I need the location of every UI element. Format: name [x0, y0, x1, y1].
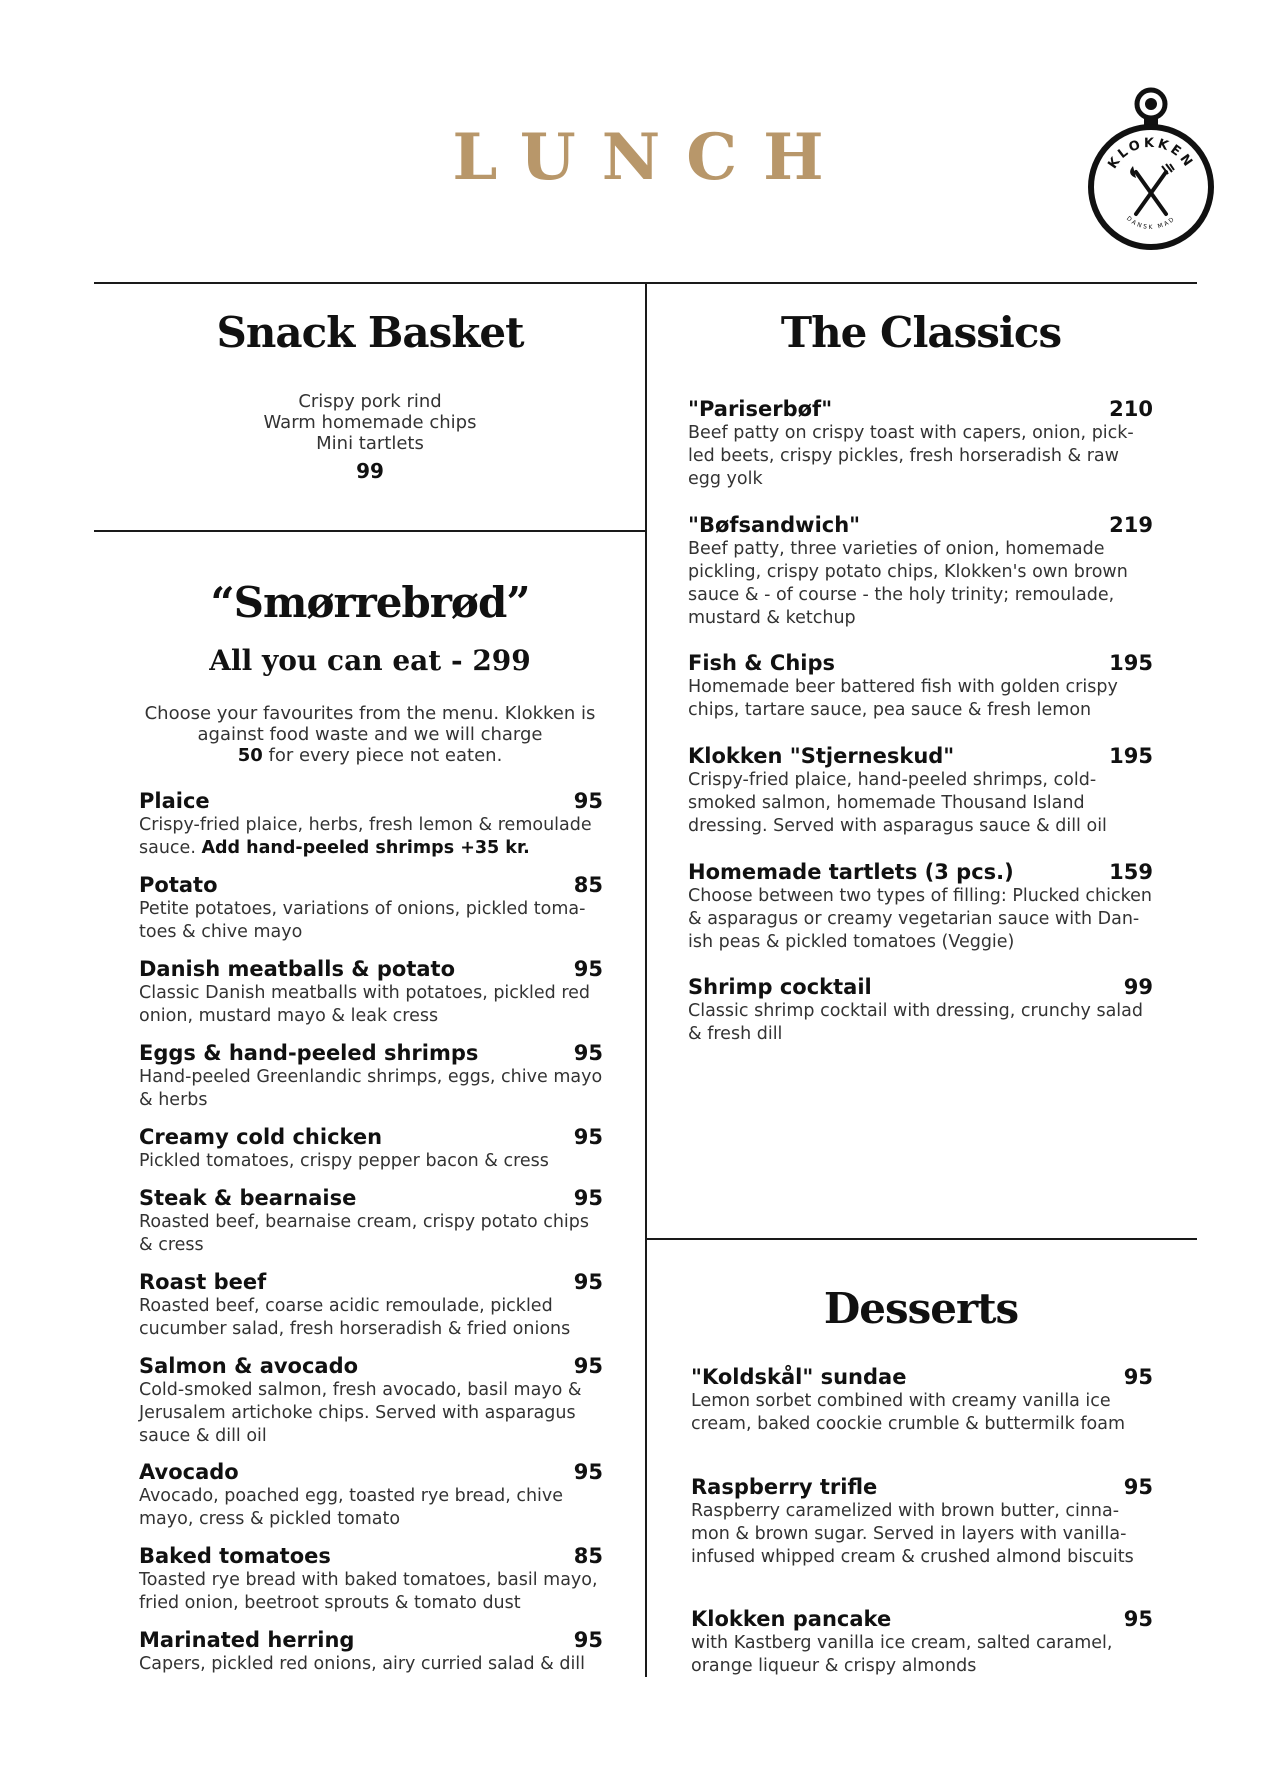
- menu-item: [688, 397, 1153, 491]
- snack-item: Crispy pork rind: [298, 391, 442, 412]
- item-desc-text: Beef patty on crispy toast with capers, onion, pick-led beets, crispy pickles, fresh horseradish & raw egg yolk: [688, 423, 1134, 489]
- item-description: [139, 1295, 603, 1341]
- left-section-divider: [94, 530, 646, 532]
- item-desc-text: with Kastberg vanilla ice cream, salted caramel, orange liqueur & crispy almonds: [691, 1633, 1113, 1676]
- item-description: [691, 1500, 1153, 1569]
- item-description: [139, 1066, 603, 1112]
- item-desc-text: Beef patty, three varieties of onion, homemade pickling, crispy potato chips, Klokken's own brown sauce & - of course - the holy trinity; remoulade, mustard & ketchup: [688, 539, 1128, 628]
- item-desc-text: Classic shrimp cocktail with dressing, crunchy salad & fresh dill: [688, 1001, 1143, 1044]
- item-price: 95: [1123, 1365, 1153, 1389]
- item-price: 85: [573, 1544, 603, 1568]
- item-description: [139, 1211, 603, 1257]
- menu-item: [688, 651, 1153, 722]
- item-description: [139, 1150, 603, 1173]
- center-divider: [645, 282, 647, 1677]
- item-name: Salmon & avocado: [139, 1354, 359, 1378]
- item-description: [139, 1379, 603, 1448]
- right-section-divider: [645, 1238, 1197, 1240]
- item-price: 210: [1109, 397, 1153, 421]
- item-description: [688, 676, 1153, 722]
- item-description: [688, 1000, 1153, 1046]
- item-desc-text: Crispy-fried plaice, herbs, fresh lemon & remoulade sauce.: [139, 815, 592, 858]
- menu-item: [139, 1041, 603, 1112]
- item-name: Eggs & hand-peeled shrimps: [139, 1041, 479, 1065]
- menu-item: [691, 1365, 1153, 1436]
- desserts-title: Desserts: [823, 1284, 1019, 1333]
- menu-item: [139, 1628, 603, 1676]
- menu-item: [688, 513, 1153, 630]
- item-desc-text: Hand-peeled Greenlandic shrimps, eggs, chive mayo & herbs: [139, 1067, 603, 1110]
- item-description: [688, 769, 1153, 838]
- snack-item: Mini tartlets: [316, 433, 424, 454]
- intro-line: Choose your favourites from the menu. Klokken is: [144, 703, 596, 724]
- item-price: 99: [1123, 975, 1153, 999]
- item-name: "Bøfsandwich": [688, 513, 861, 537]
- item-desc-text: Petite potatoes, variations of onions, pickled toma-toes & chive mayo: [139, 899, 586, 942]
- item-price: 195: [1109, 744, 1153, 768]
- item-name: Shrimp cocktail: [688, 975, 872, 999]
- item-price: 85: [573, 873, 603, 897]
- item-price: 95: [573, 1125, 603, 1149]
- smorrebrod-subtitle: All you can eat - 299: [209, 644, 531, 677]
- intro-amount: 50: [237, 745, 263, 766]
- item-name: Creamy cold chicken: [139, 1125, 383, 1149]
- item-name: Klokken pancake: [691, 1607, 892, 1631]
- item-name: "Pariserbøf": [688, 397, 833, 421]
- item-description: [139, 814, 603, 860]
- item-name: Steak & bearnaise: [139, 1186, 357, 1210]
- intro-line: [94, 745, 646, 766]
- item-desc-text: Classic Danish meatballs with potatoes, pickled red onion, mustard mayo & leak cress: [139, 983, 591, 1026]
- item-desc-text: Lemon sorbet combined with creamy vanilla ice cream, baked coockie crumble & buttermilk foam: [691, 1391, 1126, 1434]
- item-desc-text: Roasted beef, bearnaise cream, crispy potato chips & cress: [139, 1212, 590, 1255]
- item-price: 95: [573, 1270, 603, 1294]
- snack-basket-title: Snack Basket: [216, 308, 524, 357]
- menu-item: [139, 1354, 603, 1448]
- classics-title: The Classics: [780, 308, 1062, 357]
- item-desc-text: Roasted beef, coarse acidic remoulade, pickled cucumber salad, fresh horseradish & fried onions: [139, 1296, 571, 1339]
- menu-item: [688, 860, 1153, 954]
- item-desc-text: Homemade beer battered fish with golden crispy chips, tartare sauce, pea sauce & fresh lemon: [688, 677, 1118, 720]
- item-name: Fish & Chips: [688, 651, 836, 675]
- item-description: [139, 1653, 603, 1676]
- menu-item: [688, 744, 1153, 838]
- item-name: Raspberry trifle: [691, 1475, 878, 1499]
- menu-item: [139, 873, 603, 944]
- logo-tagline-text: DANSK MAD: [1124, 215, 1178, 232]
- item-description: [691, 1390, 1153, 1436]
- item-name: Avocado: [139, 1460, 239, 1484]
- menu-item: [139, 789, 603, 860]
- item-price: 95: [573, 1628, 603, 1652]
- item-description: [139, 1569, 603, 1615]
- intro-line: against food waste and we will charge: [197, 724, 543, 745]
- item-description: [691, 1632, 1153, 1678]
- menu-item: [688, 975, 1153, 1046]
- item-description: [139, 982, 603, 1028]
- item-price: 95: [1123, 1607, 1153, 1631]
- item-description: [688, 885, 1153, 954]
- snack-basket-list: [94, 391, 646, 482]
- item-name: Baked tomatoes: [139, 1544, 331, 1568]
- item-price: 95: [573, 1041, 603, 1065]
- svg-text:KLOKKEN: [1105, 136, 1196, 172]
- menu-item: [691, 1607, 1153, 1678]
- item-price: 95: [573, 789, 603, 813]
- item-name: Marinated herring: [139, 1628, 355, 1652]
- item-desc-text: Raspberry caramelized with brown butter, cinna-mon & brown sugar. Served in layers with vanilla-infused whipped cream & crushed almond biscuits: [691, 1501, 1134, 1567]
- item-price: 95: [573, 957, 603, 981]
- item-price: 95: [1123, 1475, 1153, 1499]
- item-desc-text: Toasted rye bread with baked tomatoes, basil mayo, fried onion, beetroot sprouts & tomato dust: [139, 1570, 598, 1613]
- item-name: Plaice: [139, 789, 210, 813]
- menu-item: [139, 1125, 603, 1173]
- page-title: LUNCH: [452, 120, 850, 195]
- snack-price: 99: [356, 459, 384, 483]
- item-name: Homemade tartlets (3 pcs.): [688, 860, 1014, 884]
- item-name: Potato: [139, 873, 218, 897]
- item-desc-text: Choose between two types of filling: Plucked chicken & asparagus or creamy vegetarian sauce with Dan-ish peas & pickled tomatoes (Veggie): [688, 886, 1152, 952]
- snack-item: Warm homemade chips: [263, 412, 477, 433]
- item-name: Danish meatballs & potato: [139, 957, 456, 981]
- item-description: [139, 1485, 603, 1531]
- menu-item: [139, 1270, 603, 1341]
- svg-text:DANSK MAD: [1125, 215, 1177, 231]
- item-price: 95: [573, 1460, 603, 1484]
- item-description: [688, 422, 1153, 491]
- item-desc-text: Avocado, poached egg, toasted rye bread, chive mayo, cress & pickled tomato: [139, 1486, 564, 1529]
- item-extra: Add hand-peeled shrimps +35 kr.: [201, 838, 530, 858]
- menu-item: [139, 957, 603, 1028]
- menu-item: [139, 1186, 603, 1257]
- item-desc-text: Pickled tomatoes, crispy pepper bacon & cress: [139, 1151, 549, 1171]
- item-desc-text: Cold-smoked salmon, fresh avocado, basil mayo & Jerusalem artichoke chips. Served with asparagus sauce & dill oil: [139, 1380, 582, 1446]
- fork-knife-icon: [1136, 172, 1166, 214]
- logo-brand-text: KLOKKEN: [1105, 135, 1197, 172]
- item-price: 95: [573, 1354, 603, 1378]
- item-desc-text: Crispy-fried plaice, hand-peeled shrimps, cold-smoked salmon, homemade Thousand Island dressing. Served with asparagus sauce & dill oil: [688, 770, 1107, 836]
- item-price: 219: [1109, 513, 1153, 537]
- menu-item: [139, 1544, 603, 1615]
- smorrebrod-title: “Smørrebrød”: [210, 578, 530, 627]
- intro-tail: for every piece not eaten.: [262, 745, 503, 766]
- item-name: Klokken "Stjerneskud": [688, 744, 955, 768]
- klokken-logo: [1086, 84, 1216, 254]
- item-price: 195: [1109, 651, 1153, 675]
- item-name: "Koldskål" sundae: [691, 1365, 907, 1389]
- menu-item: [691, 1475, 1153, 1569]
- item-description: [139, 898, 603, 944]
- item-price: 95: [573, 1186, 603, 1210]
- item-name: Roast beef: [139, 1270, 267, 1294]
- menu-item: [139, 1460, 603, 1531]
- item-desc-text: Capers, pickled red onions, airy curried salad & dill: [139, 1654, 586, 1674]
- item-price: 159: [1109, 860, 1153, 884]
- smorrebrod-intro: [94, 703, 646, 766]
- item-description: [688, 538, 1153, 630]
